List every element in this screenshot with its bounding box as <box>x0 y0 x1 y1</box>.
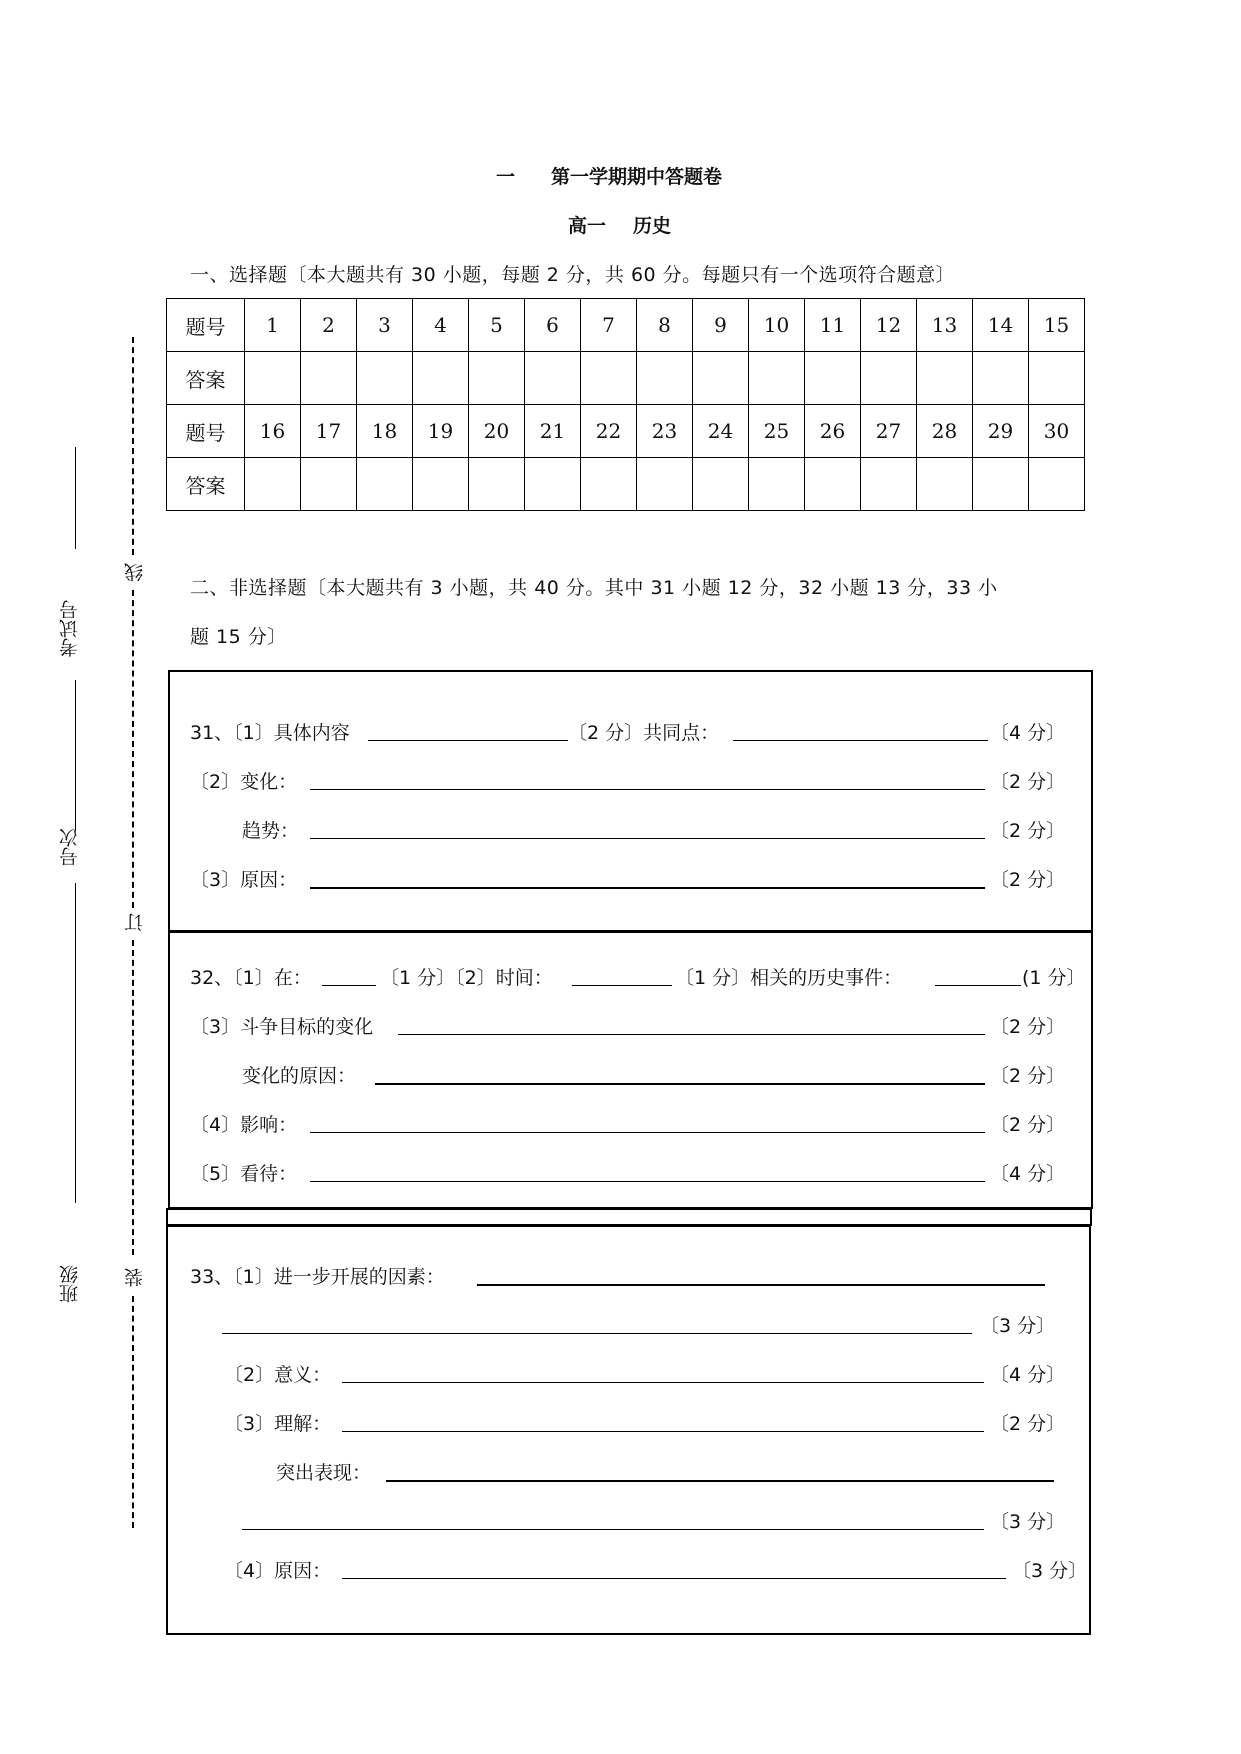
part2-heading-line2: 题 15 分〕 <box>190 626 287 648</box>
q33-understand-blank[interactable] <box>342 1409 984 1432</box>
answer-cell[interactable] <box>245 352 301 405</box>
q33-highlight-blank-1[interactable] <box>386 1458 1054 1482</box>
answer-cell[interactable] <box>357 458 413 511</box>
margin-solid-line-low <box>75 883 76 1203</box>
answer-cell[interactable] <box>581 352 637 405</box>
question-number: 10 <box>749 299 805 352</box>
answer-cell[interactable] <box>917 352 973 405</box>
question-number: 22 <box>581 405 637 458</box>
binding-staple-char: 订 <box>124 913 146 932</box>
answer-cell[interactable] <box>973 352 1029 405</box>
class-label: 班级 <box>59 1265 81 1303</box>
question-number: 20 <box>469 405 525 458</box>
question-number: 11 <box>805 299 861 352</box>
exam-number-label: 考试号 <box>59 600 81 657</box>
answer-cell[interactable] <box>413 458 469 511</box>
q33-understand-points: 〔2 分〕 <box>990 1413 1066 1435</box>
q31-points-4: 〔4 分〕 <box>990 722 1066 744</box>
q33-line6 <box>190 1507 1070 1537</box>
q32-line1 <box>190 963 1090 993</box>
question-number: 19 <box>413 405 469 458</box>
answer-cell[interactable] <box>301 352 357 405</box>
question-number: 28 <box>917 405 973 458</box>
q31-content-blank[interactable] <box>368 718 568 741</box>
question-number: 24 <box>693 405 749 458</box>
question-number: 12 <box>861 299 917 352</box>
binding-dashed-line-1 <box>132 337 134 555</box>
q33-factor-points: 〔3 分〕 <box>980 1315 1056 1337</box>
question-number: 29 <box>973 405 1029 458</box>
q33-meaning-label: 〔2〕意义： <box>224 1364 332 1386</box>
answer-cell[interactable] <box>861 352 917 405</box>
q33-reason-blank[interactable] <box>342 1556 1006 1579</box>
q31-line4 <box>190 865 1070 895</box>
q32-line4 <box>190 1110 1070 1140</box>
q31-reason-label: 〔3〕原因： <box>190 869 298 891</box>
q32-goal-points: 〔2 分〕 <box>990 1016 1066 1038</box>
q33-reason-points: 〔3 分〕 <box>1012 1560 1088 1582</box>
question-number: 21 <box>525 405 581 458</box>
q32-line5 <box>190 1159 1070 1189</box>
row-label-number: 题号 <box>167 405 245 458</box>
q33-line4 <box>190 1409 1070 1439</box>
question-number: 8 <box>637 299 693 352</box>
q32-event-label: 〔1 分〕相关的历史事件： <box>675 967 903 989</box>
q32-event-blank[interactable] <box>935 963 1021 986</box>
q32-view-label: 〔5〕看待： <box>190 1163 298 1185</box>
margin-solid-line-mid <box>75 680 76 830</box>
answer-row-1 <box>167 352 1085 405</box>
q32-time-label: 〔1 分〕〔2〕时间： <box>380 967 553 989</box>
q31-trend-points: 〔2 分〕 <box>990 820 1066 842</box>
q32-impact-points: 〔2 分〕 <box>990 1114 1066 1136</box>
q32-line3 <box>190 1061 1070 1091</box>
q33-highlight-points: 〔3 分〕 <box>990 1511 1066 1533</box>
q33-line2 <box>190 1311 1070 1341</box>
seat-number-label: 号次 <box>59 828 81 866</box>
answer-row-2 <box>167 458 1085 511</box>
q32-cause-blank[interactable] <box>375 1061 985 1085</box>
question-number: 2 <box>301 299 357 352</box>
question-number: 17 <box>301 405 357 458</box>
q33-factor-label: 33、〔1〕进一步开展的因素： <box>190 1266 445 1288</box>
question-number: 26 <box>805 405 861 458</box>
question-number: 15 <box>1029 299 1085 352</box>
subject-label: 历史 <box>633 215 672 237</box>
q33-factor-blank-1[interactable] <box>477 1262 1045 1286</box>
binding-dashed-line-4 <box>132 1296 134 1528</box>
q31-line1 <box>190 718 1070 748</box>
question-number: 18 <box>357 405 413 458</box>
margin-solid-line-top <box>75 447 76 549</box>
answer-cell[interactable] <box>469 458 525 511</box>
binding-line-char: 线 <box>124 563 146 582</box>
q33-line3 <box>190 1360 1070 1390</box>
question-number: 23 <box>637 405 693 458</box>
answer-cell[interactable] <box>469 352 525 405</box>
q32-q33-separator <box>166 1208 1092 1226</box>
q33-line7 <box>190 1556 1090 1586</box>
q31-trend-blank[interactable] <box>310 816 985 839</box>
part1-heading: 一、选择题〔本大题共有 30 小题，每题 2 分，共 60 分。每题只有一个选项符合题意〕 <box>190 264 956 286</box>
answer-cell[interactable] <box>749 458 805 511</box>
q32-goal-label: 〔3〕斗争目标的变化 <box>190 1016 374 1038</box>
answer-cell[interactable] <box>525 458 581 511</box>
q32-impact-blank[interactable] <box>310 1110 985 1133</box>
answer-cell[interactable] <box>805 458 861 511</box>
q33-line1 <box>190 1262 1070 1292</box>
question-number: 7 <box>581 299 637 352</box>
q31-change-label: 〔2〕变化： <box>190 771 298 793</box>
question-number: 27 <box>861 405 917 458</box>
page-title: 第一学期期中答题卷 <box>551 166 723 188</box>
answer-cell[interactable] <box>301 458 357 511</box>
question-number: 5 <box>469 299 525 352</box>
question-number: 9 <box>693 299 749 352</box>
q32-cause-points: 〔2 分〕 <box>990 1065 1066 1087</box>
header-dash: 一 <box>496 166 516 188</box>
q32-event-points: (1 分〕 <box>1022 967 1086 989</box>
row-label-answer: 答案 <box>167 458 245 511</box>
answer-cell[interactable] <box>693 458 749 511</box>
q31-common-label: 〔2 分〕共同点： <box>568 722 720 744</box>
q32-impact-label: 〔4〕影响： <box>190 1114 298 1136</box>
answer-cell[interactable] <box>693 352 749 405</box>
q31-line3 <box>190 816 1070 846</box>
question-number: 30 <box>1029 405 1085 458</box>
q32-goal-blank[interactable] <box>398 1012 985 1035</box>
question-number: 4 <box>413 299 469 352</box>
question-number: 6 <box>525 299 581 352</box>
q32-cause-label: 变化的原因： <box>242 1065 357 1087</box>
number-row-1 <box>167 299 1085 352</box>
q32-line2 <box>190 1012 1070 1042</box>
q32-view-blank[interactable] <box>310 1159 985 1182</box>
answer-cell[interactable] <box>973 458 1029 511</box>
answer-cell[interactable] <box>1029 352 1085 405</box>
question-number: 1 <box>245 299 301 352</box>
question-number: 13 <box>917 299 973 352</box>
q33-understand-label: 〔3〕理解： <box>224 1413 332 1435</box>
q31-change-blank[interactable] <box>310 767 985 790</box>
q31-change-points: 〔2 分〕 <box>990 771 1066 793</box>
answer-cell[interactable] <box>413 352 469 405</box>
q32-view-points: 〔4 分〕 <box>990 1163 1066 1185</box>
answer-cell[interactable] <box>749 352 805 405</box>
q32-location-label: 32、〔1〕在： <box>190 967 312 989</box>
q33-meaning-points: 〔4 分〕 <box>990 1364 1066 1386</box>
q31-content-label: 31、〔1〕具体内容 <box>190 722 350 744</box>
q31-reason-blank[interactable] <box>310 865 985 889</box>
binding-bind-char: 装 <box>124 1268 146 1287</box>
part2-heading-line1: 二、非选择题〔本大题共有 3 小题，共 40 分。其中 31 小题 12 分，32 小题 13 分，33 小 <box>190 577 998 599</box>
q32-time-blank[interactable] <box>572 963 672 986</box>
question-number: 25 <box>749 405 805 458</box>
row-label-number: 题号 <box>167 299 245 352</box>
q31-line2 <box>190 767 1070 797</box>
q33-line5 <box>190 1458 1070 1488</box>
row-label-answer: 答案 <box>167 352 245 405</box>
answer-cell[interactable] <box>581 458 637 511</box>
number-row-2 <box>167 405 1085 458</box>
q33-factor-blank-2[interactable] <box>222 1311 972 1334</box>
q33-meaning-blank[interactable] <box>342 1360 984 1383</box>
answer-cell[interactable] <box>357 352 413 405</box>
q33-reason-label: 〔4〕原因： <box>224 1560 332 1582</box>
question-number: 16 <box>245 405 301 458</box>
binding-dashed-line-2 <box>132 590 134 908</box>
q33-highlight-label: 突出表现： <box>276 1462 372 1484</box>
q33-highlight-blank-2[interactable] <box>242 1507 984 1530</box>
question-number: 3 <box>357 299 413 352</box>
answer-grid <box>166 298 1085 511</box>
answer-cell[interactable] <box>525 352 581 405</box>
answer-cell[interactable] <box>861 458 917 511</box>
q31-common-blank[interactable] <box>733 718 988 741</box>
q32-location-blank[interactable] <box>322 963 376 986</box>
answer-cell[interactable] <box>917 458 973 511</box>
q31-trend-label: 趋势： <box>242 820 300 842</box>
answer-cell[interactable] <box>1029 458 1085 511</box>
answer-cell[interactable] <box>805 352 861 405</box>
question-number: 14 <box>973 299 1029 352</box>
grade-label: 高一 <box>568 215 607 237</box>
binding-dashed-line-3 <box>132 940 134 1255</box>
answer-cell[interactable] <box>637 458 693 511</box>
q31-reason-points: 〔2 分〕 <box>990 869 1066 891</box>
answer-cell[interactable] <box>637 352 693 405</box>
answer-cell[interactable] <box>245 458 301 511</box>
